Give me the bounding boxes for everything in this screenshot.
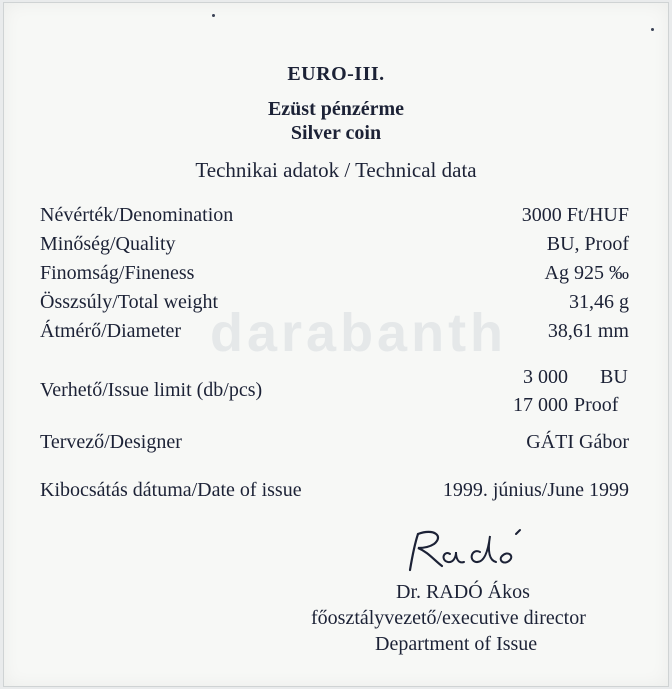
issue-date-label: Kibocsátás dátuma/Date of issue xyxy=(40,479,302,501)
spec-label-quality: Minőség/Quality xyxy=(40,233,176,255)
issue-limit-count-bu: 3 000 xyxy=(523,366,568,388)
spec-label-weight: Összsúly/Total weight xyxy=(40,291,219,313)
issue-date-value: 1999. június/June 1999 xyxy=(442,479,629,501)
signatory-name: Dr. RADÓ Ákos xyxy=(396,581,530,603)
signatory-role: főosztályvezető/executive director xyxy=(311,607,586,629)
subtitle-english: Silver coin xyxy=(290,122,382,144)
corner-mark-dot xyxy=(651,28,654,31)
issue-limit-unit-proof: Proof xyxy=(574,394,619,416)
signatory-department: Department of Issue xyxy=(375,633,538,655)
corner-mark-dot xyxy=(212,14,215,17)
spec-value-denomination: 3000 Ft/HUF xyxy=(521,204,629,226)
spec-label-denomination: Névérték/Denomination xyxy=(40,204,234,226)
designer-value: GÁTI Gábor xyxy=(526,431,629,453)
issue-limit-count-proof: 17 000 xyxy=(513,394,568,416)
issue-limit-unit-bu: BU xyxy=(600,366,628,388)
section-heading: Technikai adatok / Technical data xyxy=(195,158,477,182)
spec-value-weight: 31,46 g xyxy=(569,291,629,313)
spec-value-quality: BU, Proof xyxy=(546,233,629,255)
handwritten-signature xyxy=(404,526,554,576)
spec-label-diameter: Átmérő/Diameter xyxy=(40,320,182,342)
spec-value-fineness: Ag 925 ‰ xyxy=(544,262,629,284)
subtitle-hungarian: Ezüst pénzérme xyxy=(267,98,405,120)
issue-limit-label: Verhető/Issue limit (db/pcs) xyxy=(40,379,263,401)
document-title: EURO-III. xyxy=(287,63,385,85)
spec-label-fineness: Finomság/Fineness xyxy=(40,262,195,284)
spec-value-diameter: 38,61 mm xyxy=(547,320,629,342)
designer-label: Tervező/Designer xyxy=(40,431,182,453)
